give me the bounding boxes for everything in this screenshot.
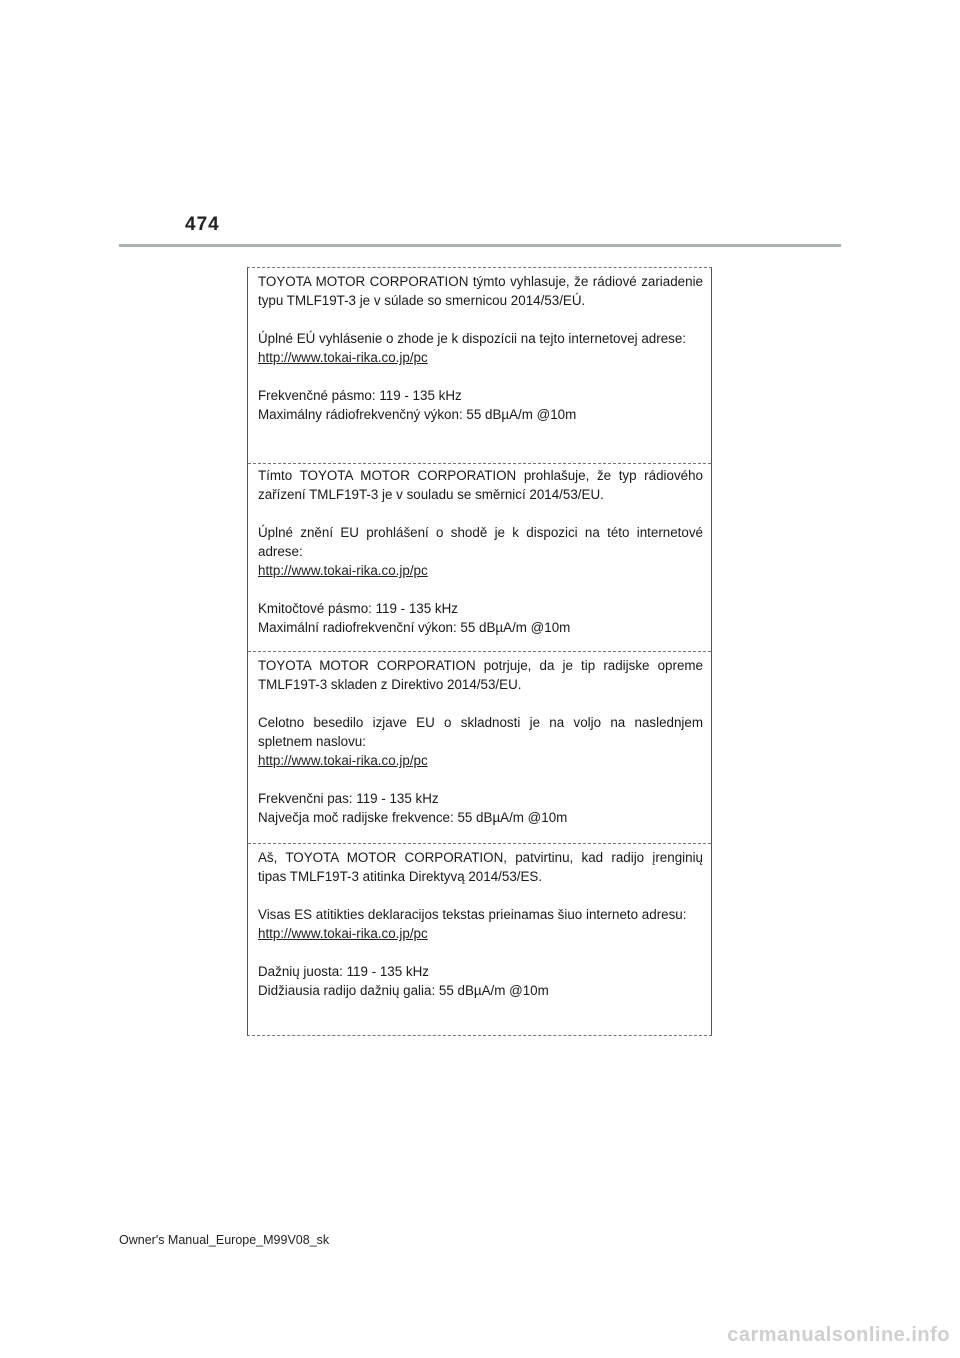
declaration-link[interactable]: http://www.tokai-rika.co.jp/pc <box>258 350 428 365</box>
availability-text: Visas ES atitikties deklaracijos tekstas prieinamas šiuo interneto adresu: <box>258 907 687 922</box>
declaration-link[interactable]: http://www.tokai-rika.co.jp/pc <box>258 926 428 941</box>
availability-text: Úplné znění EU prohlášení o shodě je k dispozici na této internetové adrese: <box>258 525 703 559</box>
frequency-band-text: Frekvenčné pásmo: 119 - 135 kHz <box>258 388 462 403</box>
max-power-text: Maximálny rádiofrekvenčný výkon: 55 dBµA/m @10m <box>258 407 577 422</box>
availability-text: Celotno besedilo izjave EU o skladnosti je na voljo na naslednjem spletnem naslovu: <box>258 715 703 749</box>
max-power-text: Maximální radiofrekvenční výkon: 55 dBµA/m @10m <box>258 620 571 635</box>
declaration-section-sk <box>248 272 711 424</box>
declaration-link[interactable]: http://www.tokai-rika.co.jp/pc <box>258 753 428 768</box>
declaration-section-lt <box>248 843 711 1000</box>
declaration-text: TOYOTA MOTOR CORPORATION týmto vyhlasuje, že rádiové zariadenie typu TMLF19T-3 je v súlade so smernicou 2014/53/EÚ. <box>258 274 703 308</box>
manual-footer: Owner's Manual_Europe_M99V08_sk <box>119 1233 330 1247</box>
max-power-text: Didžiausia radijo dažnių galia: 55 dBµA/m @10m <box>258 983 549 998</box>
declaration-text: Tímto TOYOTA MOTOR CORPORATION prohlašuje, že typ rádiového zařízení TMLF19T-3 je v souladu se směrnicí 2014/53/EU. <box>258 468 703 502</box>
declaration-text: TOYOTA MOTOR CORPORATION potrjuje, da je tip radijske opreme TMLF19T-3 skladen z Direktivo 2014/53/EU. <box>258 658 703 692</box>
declaration-box <box>247 267 712 1036</box>
frequency-band-text: Kmitočtové pásmo: 119 - 135 kHz <box>258 601 458 616</box>
declaration-section-cs <box>248 463 711 637</box>
frequency-band-text: Frekvenčni pas: 119 - 135 kHz <box>258 791 439 806</box>
header-divider <box>119 244 841 247</box>
declaration-section-sl <box>248 651 711 827</box>
declaration-link[interactable]: http://www.tokai-rika.co.jp/pc <box>258 563 428 578</box>
max-power-text: Največja moč radijske frekvence: 55 dBµA/m @10m <box>258 810 568 825</box>
declaration-text: Aš, TOYOTA MOTOR CORPORATION, patvirtinu, kad radijo įrenginių tipas TMLF19T-3 atitinka Direktyvą 2014/53/ES. <box>258 850 703 884</box>
page-number: 474 <box>185 214 220 235</box>
site-watermark: carmanualsonline.info <box>727 1324 950 1346</box>
frequency-band-text: Dažnių juosta: 119 - 135 kHz <box>258 964 429 979</box>
availability-text: Úplné EÚ vyhlásenie o zhode je k dispozícii na tejto internetovej adrese: <box>258 331 687 346</box>
